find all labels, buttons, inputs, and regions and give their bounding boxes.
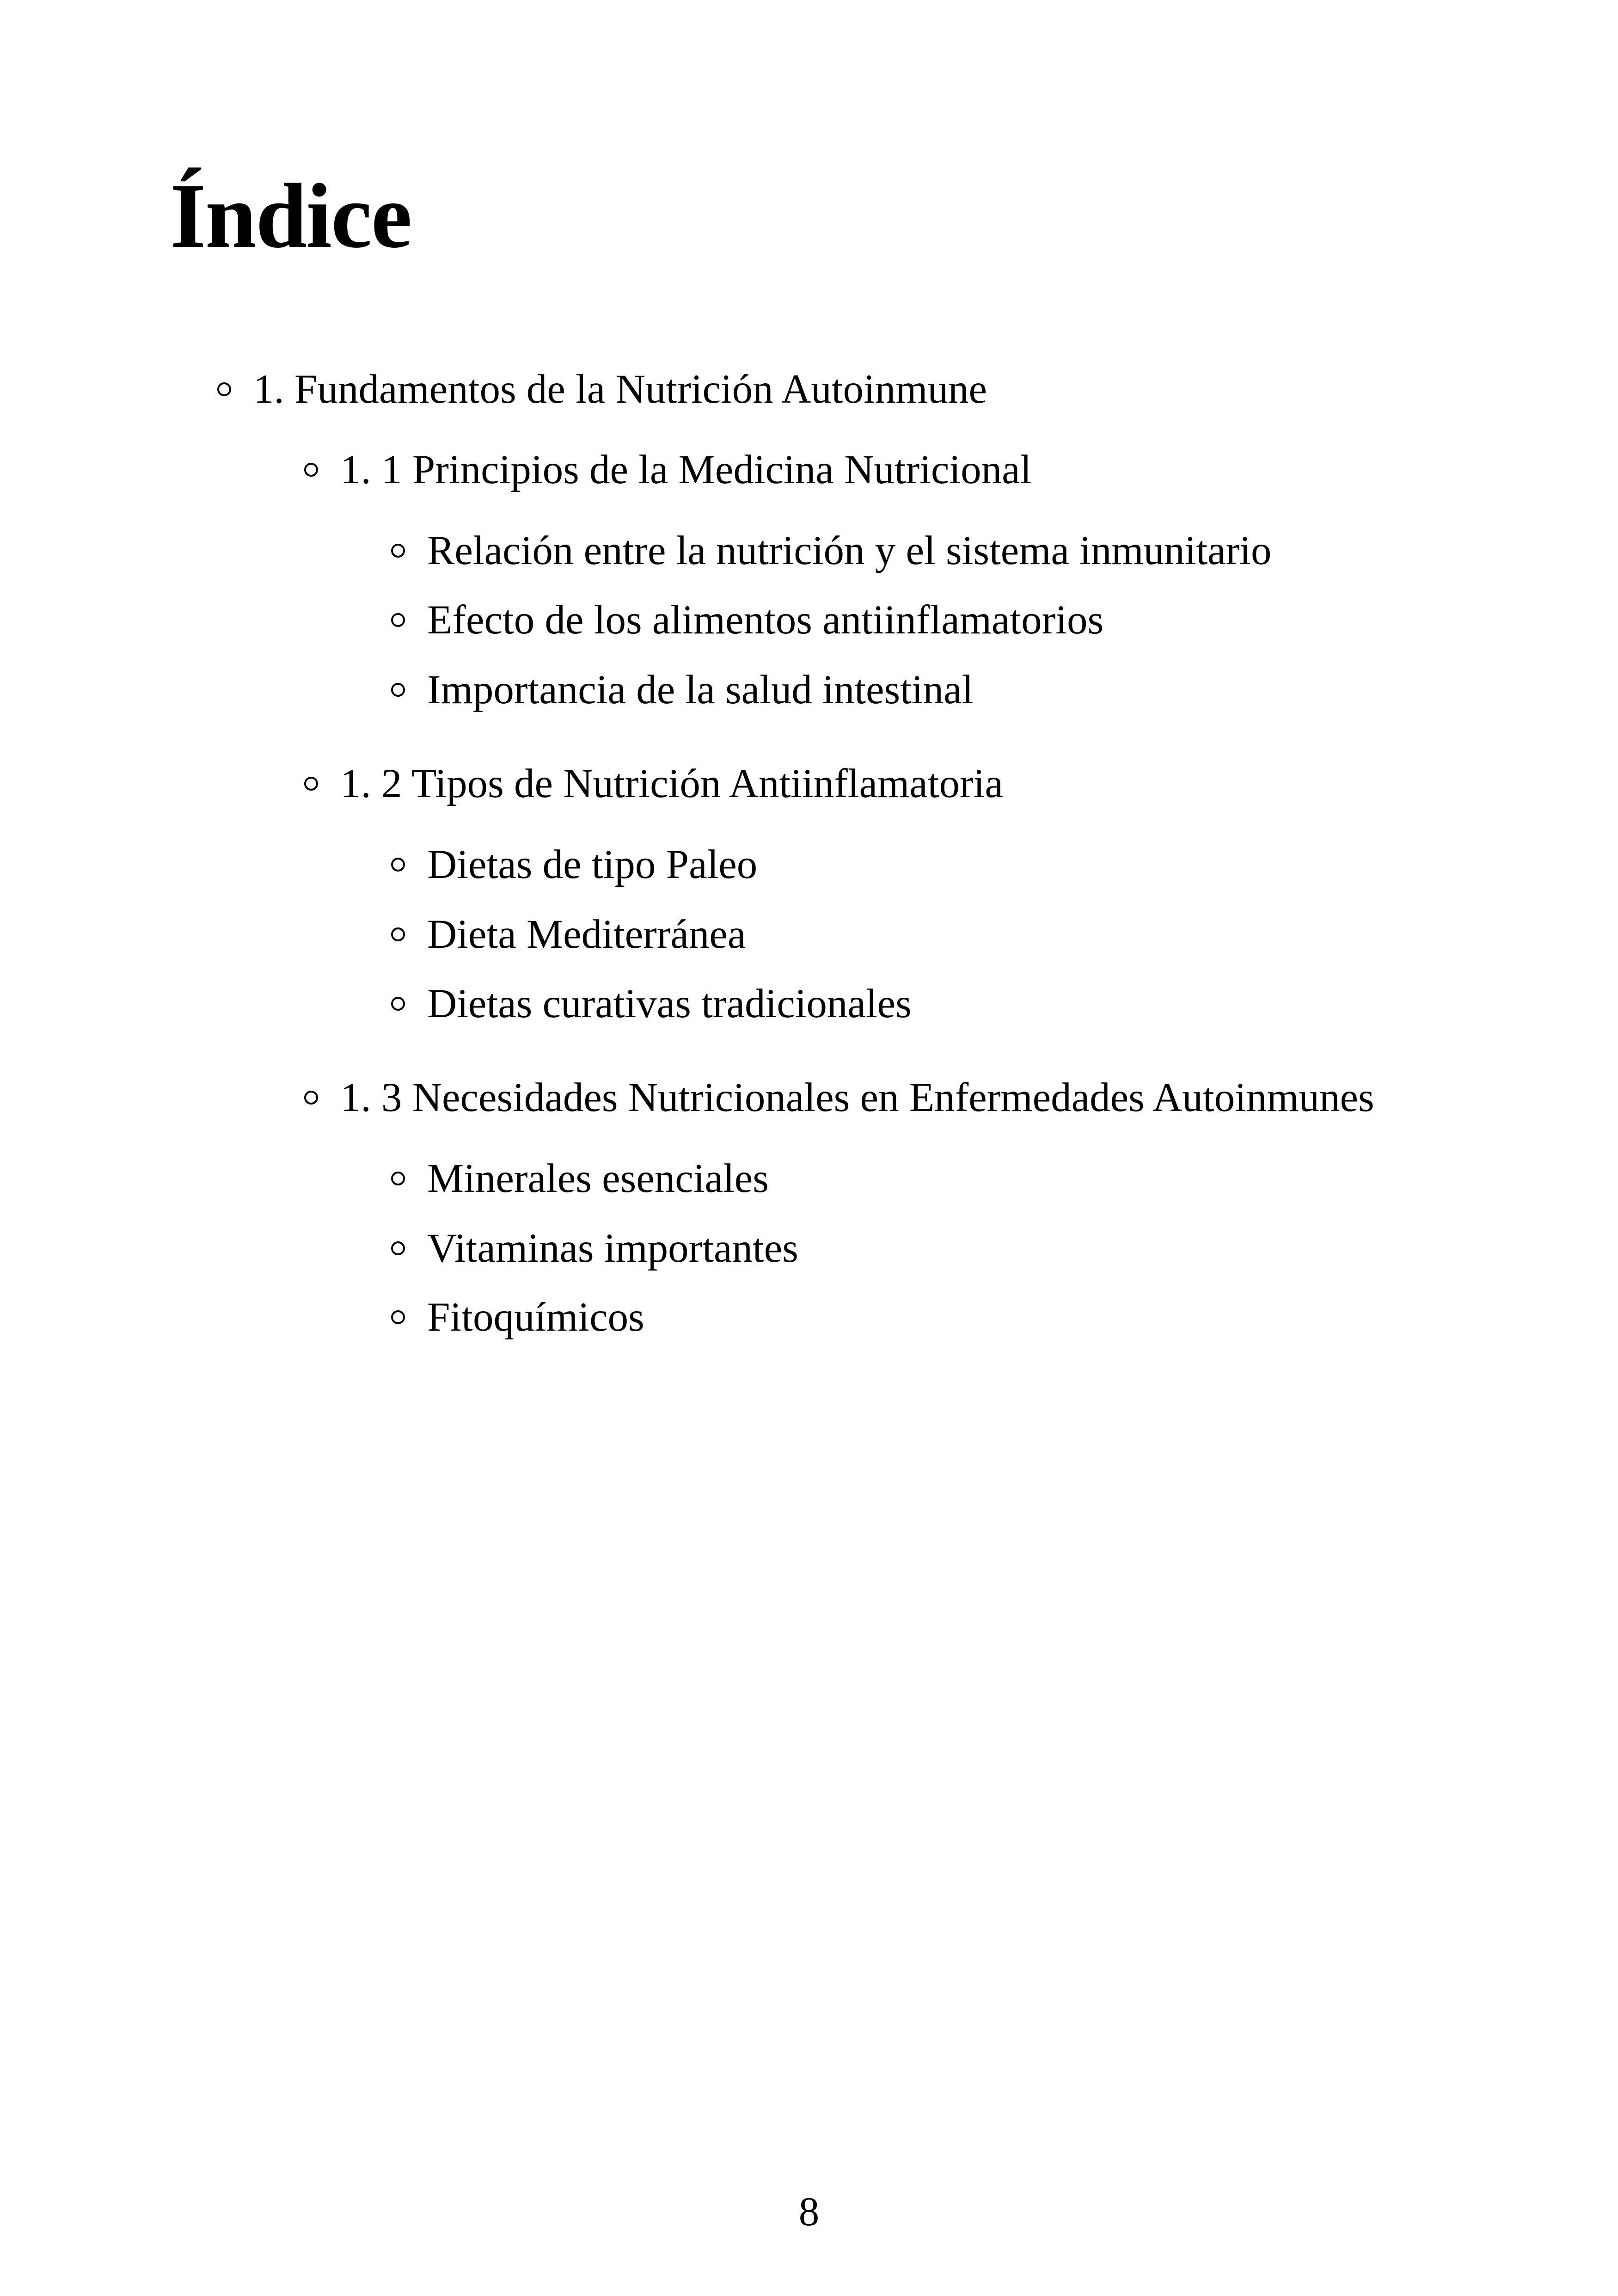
toc-item-label: Fitoquímicos (427, 1294, 644, 1340)
page-title: Índice (170, 165, 411, 267)
circle-bullet-icon (391, 544, 405, 558)
circle-bullet-icon (391, 858, 405, 872)
toc-section-1-3[interactable] (304, 1072, 1374, 1123)
toc-chapter-1[interactable] (217, 364, 987, 415)
toc-item-label: Dietas curativas tradicionales (427, 981, 912, 1026)
toc-item[interactable] (391, 664, 973, 715)
circle-bullet-icon (391, 997, 405, 1011)
toc-section-label: 1. 2 Tipos de Nutrición Antiinflamatoria (340, 761, 1003, 806)
circle-bullet-icon (304, 777, 318, 791)
toc-item-label: Importancia de la salud intestinal (427, 667, 974, 712)
toc-item-label: Minerales esenciales (427, 1155, 769, 1201)
toc-item[interactable] (391, 978, 912, 1029)
toc-item[interactable] (391, 1153, 769, 1204)
toc-item[interactable] (391, 1223, 798, 1274)
toc-item-label: Dieta Mediterránea (427, 911, 746, 957)
toc-item[interactable] (391, 909, 746, 960)
circle-bullet-icon (391, 1310, 405, 1324)
toc-section-1-1[interactable] (304, 444, 1031, 495)
toc-item-label: Efecto de los alimentos antiinflamatorios (427, 597, 1104, 643)
circle-bullet-icon (391, 1172, 405, 1185)
toc-item-label: Vitaminas importantes (427, 1225, 798, 1271)
circle-bullet-icon (391, 1241, 405, 1255)
toc-item[interactable] (391, 1292, 644, 1343)
toc-chapter-label: 1. Fundamentos de la Nutrición Autoinmune (253, 366, 987, 412)
circle-bullet-icon (391, 927, 405, 941)
circle-bullet-icon (304, 1091, 318, 1105)
circle-bullet-icon (304, 463, 318, 477)
toc-item[interactable] (391, 525, 1271, 576)
toc-section-label: 1. 1 Principios de la Medicina Nutricional (340, 447, 1032, 492)
circle-bullet-icon (217, 382, 231, 396)
toc-item[interactable] (391, 595, 1103, 645)
toc-item-label: Relación entre la nutrición y el sistema inmunitario (427, 528, 1272, 573)
toc-section-label: 1. 3 Necesidades Nutricionales en Enfermedades Autoinmunes (340, 1074, 1374, 1120)
toc-item[interactable] (391, 839, 757, 890)
circle-bullet-icon (391, 683, 405, 697)
circle-bullet-icon (391, 613, 405, 627)
toc-item-label: Dietas de tipo Paleo (427, 841, 758, 887)
toc-section-1-2[interactable] (304, 758, 1003, 809)
page-number: 8 (798, 2189, 820, 2235)
